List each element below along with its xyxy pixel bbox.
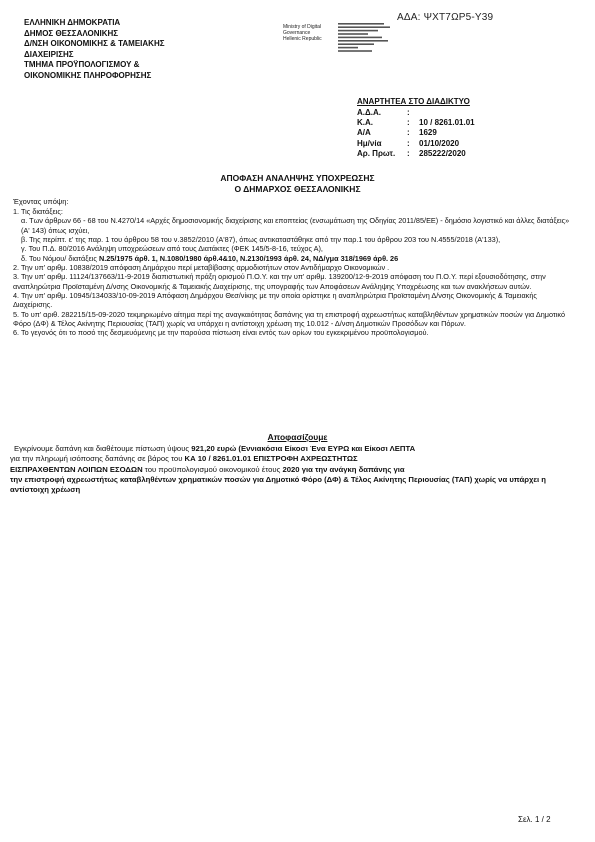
meta-row: Αρ. Πρωτ. : 285222/2020 — [357, 148, 466, 158]
issuer-line: ΟΙΚΟΝΟΜΙΚΗΣ ΠΛΗΡΟΦΟΡΗΣΗΣ — [24, 70, 152, 80]
meta-row: Α.Δ.Α. : — [357, 108, 410, 117]
intro-text: Έχοντας υπόψη: — [13, 197, 69, 206]
signature-line: Governance — [283, 30, 311, 37]
decision-line — [10, 444, 582, 454]
decision-segment: για την πληρωμή ισόποσης δαπάνης σε βάρος του — [10, 454, 185, 464]
meta-key: Κ.Α. — [357, 118, 373, 128]
meta-value: 01/10/2020 — [419, 138, 460, 148]
decision-segment-bold: ΕΙΣΠΡΑΧΘΕΝΤΩΝ ΛΟΙΠΩΝ ΕΣΟΔΩΝ — [10, 464, 143, 474]
decision-segment-bold: 2020 για την ανάγκη δαπάνης για — [282, 464, 405, 474]
issuer-line: ΤΜΗΜΑ ΠΡΟΫΠΟΛΟΓΙΣΜΟΥ & — [24, 60, 140, 69]
decision-text — [10, 444, 582, 495]
signature-detail-text — [338, 23, 398, 57]
item-text-bold: Ν.25/1975 άρθ. 1, Ν.1080/1980 άρθ.4&10, Ν.2130/1993 άρθ. 24, ΝΔ/γμα 318/1969 άρθ. 26 — [98, 253, 399, 263]
list-item: 4. Την υπ' αριθμ. 10945/134033/10-09-2019 Απόφαση Δημάρχου Θεσ/νίκης με την οποία ορίστηκε η αναπληρώτρια Προϊσταμένη Δ/νσης Οικονομικής & Ταμειακής Διαχείρισης. — [13, 291, 537, 310]
decision-segment-bold: 921,20 ευρώ (Εννιακόσια Είκοσι Ένα ΕΥΡΩ και Είκοσι ΛΕΠΤΑ — [191, 444, 416, 453]
title-line: Ο ΔΗΜΑΡΧΟΣ ΘΕΣΣΑΛΟΝΙΚΗΣ — [234, 183, 361, 194]
meta-key: Ημ/νία — [357, 138, 382, 148]
issuer-line: ΔΙΑΧΕΙΡΙΣΗΣ — [24, 49, 74, 59]
list-item: 6. Το γεγονός ότι το ποσό της δεσμευόμενης με την παρούσα πίστωση είναι εντός των ορίων του εγκεκριμένου προϋπολογισμού. — [13, 328, 429, 338]
list-item: 1. Τις διατάξεις: — [13, 207, 63, 216]
decision-segment-bold: ΚΑ 10 / 8261.01.01 ΕΠΙΣΤΡΟΦΗ ΑΧΡΕΩΣΤΗΤΩΣ — [184, 454, 358, 464]
document-title — [0, 173, 595, 194]
meta-value: 1629 — [419, 128, 437, 138]
meta-row: Ημ/νία : 01/10/2020 — [357, 138, 460, 148]
list-item: α. Των άρθρων 66 - 68 του Ν.4270/14 «Αρχές δημοσιονομικής διαχείρισης και εποπτείας (ενσωμάτωση της Οδηγίας 2011/85/ΕΕ) - δημόσιο λογιστικό και άλλες διατάξεις» (Α' 143) όπως ισχύει, — [21, 216, 570, 235]
list-item: 3. Την υπ' αριθμ. 11124/137663/11-9-2019 διαπιστωτική πράξη ορισμού Π.Ο.Υ. και την υπ' αριθμ. 139200/12-9-2019 απόφαση του Π.Ο.Υ. περί εξουσιοδότησης, στην αναπληρώτρια Προϊσταμένη Δ/νσης Οικονομικής & Ταμειακής Διαχείρισης, της υπογραφής των Αποφάσεων Ανάληψης Υποχρέωσης και των ανακλήσεων αυτών. — [13, 272, 546, 291]
issuer-line: Δ/ΝΣΗ ΟΙΚΟΝΟΜΙΚΗΣ & ΤΑΜΕΙΑΚΗΣ — [24, 39, 165, 48]
meta-value: 10 / 8261.01.01 — [419, 118, 475, 128]
meta-row: Α/Α : 1629 — [357, 128, 437, 138]
document-metadata — [357, 108, 475, 159]
publish-label: ΑΝΑΡΤΗΤΕΑ ΣΤΟ ΔΙΑΔΙΚΤΥΟ — [357, 97, 470, 106]
decision-segment: Εγκρίνουμε δαπάνη και διαθέτουμε πίστωση ύψους — [14, 444, 192, 453]
decision-segment: του προϋπολογισμού οικονομικού έτους — [142, 464, 283, 474]
decision-segment-bold: την επιστροφή αχρεωστήτως καταβληθέντων χρηματικών ποσών για Δημοτικό Φόρο (ΔΦ) & Τέλος Ακίνητης Περιουσίας (ΤΑΠ) χωρίς να υπάρχει η αντίστοιχη χρέωση — [10, 474, 546, 495]
list-item: β. Της περίπτ. ε' της παρ. 1 του άρθρου 58 του ν.3852/2010 (Α'87), όπως αντικαταστάθηκε από την παρ.1 του άρθρου 203 του Ν.4555/2018 (Α'133), — [21, 235, 501, 245]
page-number: Σελ. 1 / 2 — [518, 815, 551, 824]
meta-value: 285222/2020 — [419, 148, 466, 158]
considerations-list — [13, 207, 573, 338]
meta-key: Αρ. Πρωτ. — [357, 148, 396, 158]
decision-line — [10, 454, 582, 464]
issuer-line: ΔΗΜΟΣ ΘΕΣΣΑΛΟΝΙΚΗΣ — [24, 28, 119, 38]
signature-line: Hellenic Republic — [283, 36, 322, 43]
issuer-block — [24, 18, 165, 81]
list-item: 2. Την υπ' αριθμ. 10838/2019 απόφαση Δημάρχου περί μεταβίβασης αρμοδιοτήτων στον Αντιδήμαρχο Οικονομικών . — [13, 263, 390, 273]
list-item — [13, 254, 573, 263]
item-text: δ. Του Νόμου/ διατάξεις — [21, 253, 99, 263]
signature-line: Ministry of Digital — [283, 24, 322, 30]
list-item: γ. Του Π.Δ. 80/2016 Ανάληψη υποχρεώσεων από τους Διατάκτες (ΦΕΚ 145/5-8-16, τεύχος Α), — [21, 244, 323, 254]
list-item: 5. Το υπ' αριθ. 282215/15-09-2020 τεκμηριωμένο αίτημα περί της αναγκαιότητας δαπάνης για τη επιστροφή αχρεωστήτως καταβληθέντων χρηματικών ποσών για Δημοτικό Φόρο (ΔΦ) & Τέλος Ακίνητης Περιουσίας (ΤΑΠ) χωρίς να υπάρχει η αντίστοιχη χρέωση της 10.012 - Δ/νση Δημοτικών Προσόδων και Πόρων. — [13, 309, 566, 329]
digital-signature — [283, 24, 322, 43]
ada-code: ΑΔΑ: ΨΧΤ7ΩΡ5-Υ39 — [397, 12, 494, 23]
decision-line — [10, 465, 582, 475]
decision-heading: Αποφασίζουμε — [267, 432, 328, 442]
meta-key: Α/Α — [357, 128, 371, 138]
meta-row: Κ.Α. : 10 / 8261.01.01 — [357, 118, 475, 128]
title-line: ΑΠΟΦΑΣΗ ΑΝΑΛΗΨΗΣ ΥΠΟΧΡΕΩΣΗΣ — [220, 173, 375, 183]
decision-line — [10, 475, 582, 496]
meta-key: Α.Δ.Α. — [357, 108, 381, 117]
issuer-line: ΕΛΛΗΝΙΚΗ ΔΗΜΟΚΡΑΤΙΑ — [24, 18, 121, 27]
